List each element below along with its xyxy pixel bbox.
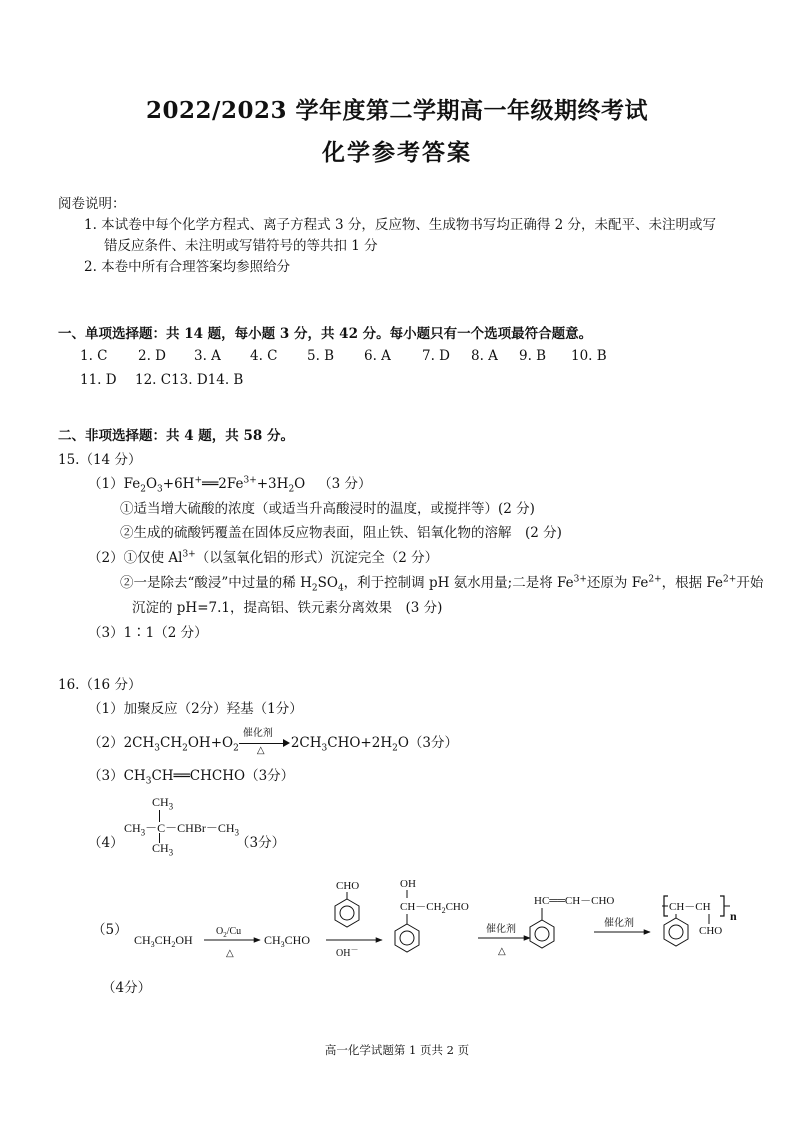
answer-10: 10. B	[571, 348, 607, 364]
svg-text:催化剂: 催化剂	[486, 924, 516, 935]
polymer: CH－CH	[669, 901, 711, 913]
q16-part2-equation: $(2)2CH_3CH_2OH+O_2$ 催化剂 △ $2CH_3CHO+2H_2O(3$分）	[88, 727, 459, 756]
svg-text:n: n	[730, 909, 737, 923]
ethanol: $CH_3CH_2OH$	[134, 933, 193, 949]
aldol-product: $CH-CH_2CHO$	[400, 901, 469, 915]
answer-8: 8. A	[471, 348, 498, 364]
instruction-item-1: 1. 本试卷中每个化学方程式、离子方程式 3 分，反应物、生成物书写均正确得 2 分，未配平、未注明或写	[84, 217, 717, 233]
answer-9: 9. B	[519, 348, 547, 364]
q15-part1-i: ①适当增大硫酸的浓度（或适当升高酸浸时的温度，或搅拌等）(2 分)	[120, 501, 535, 517]
q15-label: 15.（14 分）	[58, 452, 142, 468]
q15-part2-i: （2）①仅使 $Al^{3+}$（以氢氧化铝的形式）沉淀完全（2 分）	[88, 549, 439, 566]
benzene-ring-cinnamaldehyde	[530, 920, 554, 948]
q16-part4-label: （4）	[88, 835, 124, 851]
svg-text:OH: OH	[400, 878, 416, 890]
answer-6: 6. A	[364, 348, 391, 364]
q16-part5-label: （5）	[92, 922, 128, 938]
answer-row-2	[80, 372, 243, 388]
instruction-item-2: 2. 本卷中所有合理答案均参照给分	[84, 259, 291, 275]
q16-part3: $(3)CH_3CH══CHCHO(3$分）	[88, 768, 295, 787]
answer-12-14: 12. C13. D14. B	[135, 372, 244, 388]
benzene-ring-reagent	[335, 899, 359, 927]
answer-3: 3. A	[194, 348, 221, 364]
q15-part2-ii: ②一是除去“酸浸”中过量的稀 $H_2SO_4$，利于控制调 pH 氨水用量;二是将 $Fe^{3+}$还原为 $Fe^{2+}$，根据 $Fe^{2+}$开始	[120, 574, 764, 594]
answer-7: 7. D	[422, 348, 450, 364]
instruction-item-1-cont: 错反应条件、未注明或写错符号的等共扣 1 分	[104, 238, 378, 254]
q15-part1-ii: ②生成的硫酸钙覆盖在固体反应物表面，阻止铁、铝氧化物的溶解 (2 分)	[120, 525, 562, 541]
answer-5: 5. B	[307, 348, 335, 364]
q15-part1-equation: $(1)Fe_2O_3+6H^+══2Fe^{3+}+3H_2O$ （3 分）	[88, 475, 372, 495]
answer-row-1	[80, 348, 621, 364]
page-footer: 高一化学试题第 1 页共 2 页	[324, 1043, 470, 1057]
section2-heading: 二、非项选择题：共 4 题，共 58 分。	[58, 428, 294, 444]
q16-part5-score: （4分）	[102, 980, 152, 996]
methyl-bottom: $CH_3$	[152, 841, 174, 858]
acetaldehyde: $CH_3CHO$	[264, 933, 311, 949]
answer-11: 11. D	[80, 372, 117, 388]
synthesis-route	[128, 868, 768, 978]
instructions-heading: 阅卷说明：	[58, 196, 126, 212]
answer-4: 4. C	[250, 348, 278, 364]
benzene-ring-aldol	[395, 924, 419, 952]
q16-label: 16.（16 分）	[58, 677, 142, 693]
benzene-ring-polymer	[664, 918, 688, 946]
svg-text:OH－: OH－	[336, 945, 359, 959]
svg-text:△: △	[498, 946, 506, 957]
q16-part4-score: （3分）	[236, 835, 286, 851]
svg-text:CHO: CHO	[699, 925, 723, 937]
answer-1: 1. C	[80, 348, 108, 364]
answer-2: 2. D	[138, 348, 166, 364]
q15-part3: （3）1∶1（2 分）	[88, 625, 208, 641]
page-subtitle: 化学参考答案	[322, 139, 472, 166]
cinnamaldehyde: HC══CH－CHO	[534, 895, 615, 907]
q16-part4-structure	[124, 795, 254, 859]
page-title: 2022/2023 学年度第二学期高一年级期终考试	[146, 97, 648, 124]
reaction-arrow: 催化剂 △	[239, 737, 291, 751]
svg-text:△: △	[226, 948, 234, 959]
methyl-top: $CH_3$	[152, 795, 174, 812]
svg-text:CHO: CHO	[336, 880, 360, 892]
q15-part2-ii-cont: 沉淀的 pH=7.1，提高铝、铁元素分离效果 (3 分)	[132, 600, 443, 616]
svg-text:催化剂: 催化剂	[604, 918, 634, 929]
svg-text:O2/Cu: $O_2/Cu$	[216, 926, 242, 939]
main-chain: $CH_3-C-CHBr-CH_3$	[124, 821, 240, 838]
q16-part1: （1）加聚反应（2分）羟基（1分）	[88, 701, 303, 717]
section1-heading: 一、单项选择题：共 14 题，每小题 3 分，共 42 分。每小题只有一个选项最符合题意。	[58, 326, 593, 342]
